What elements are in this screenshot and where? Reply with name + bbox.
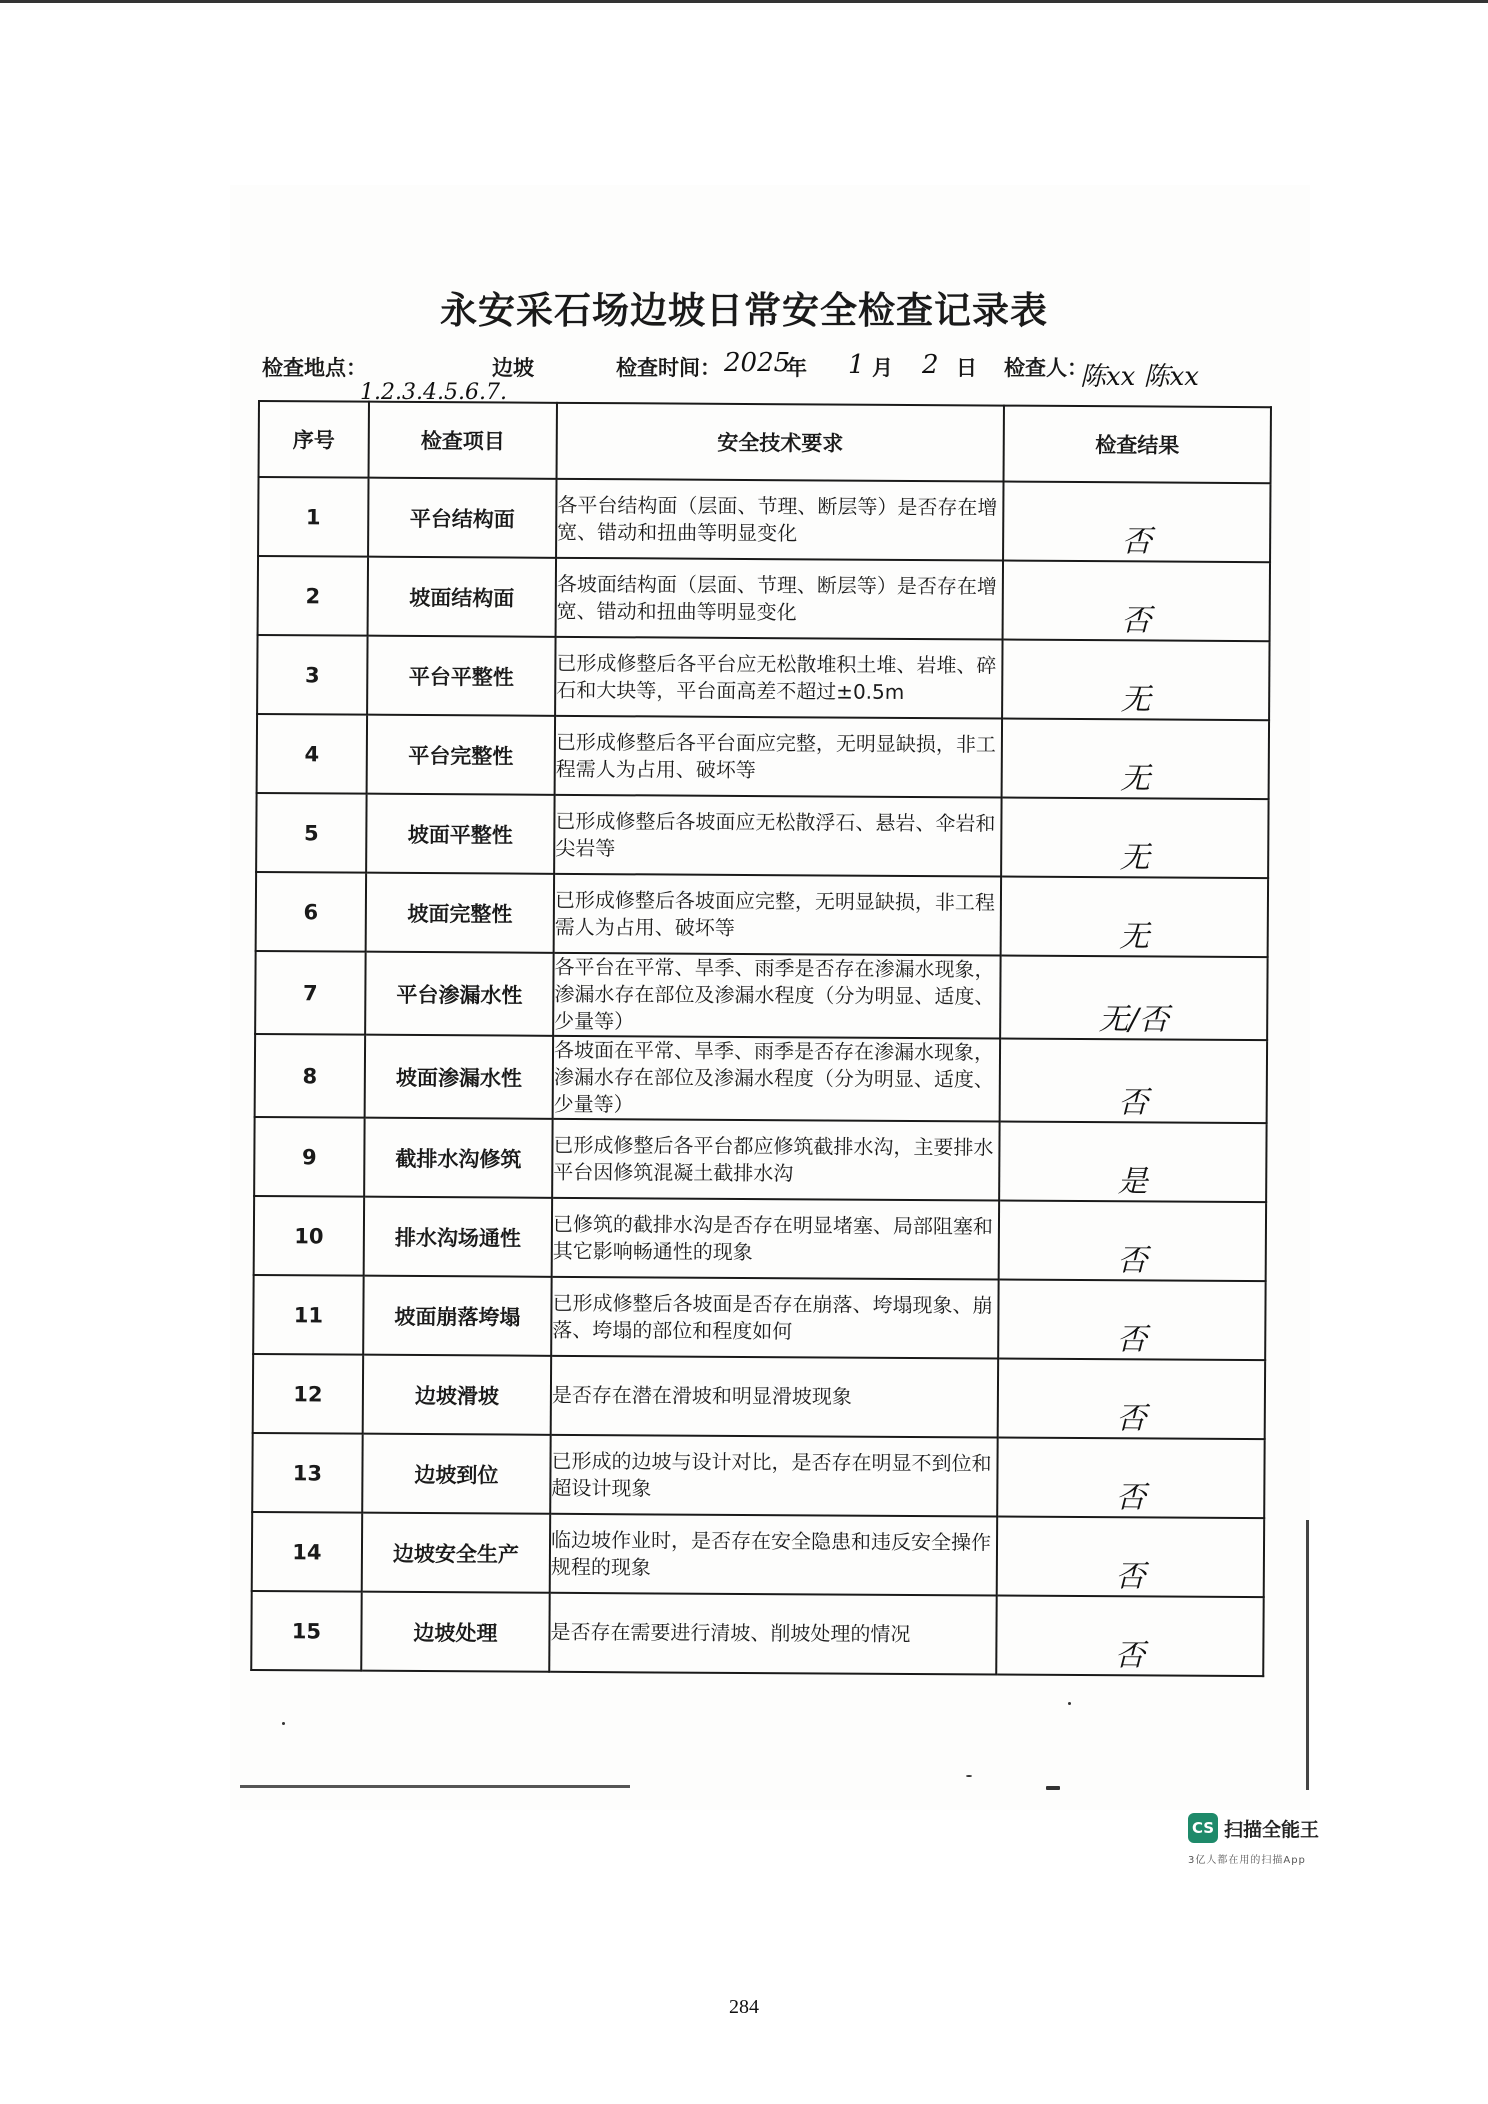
row-number: 11 (253, 1275, 363, 1355)
handwritten-result: 否 (1117, 1243, 1148, 1279)
day-unit: 日 (956, 356, 977, 380)
row-check-item: 坡面崩落垮塌 (363, 1276, 551, 1356)
handwritten-result: 否 (1116, 1401, 1147, 1437)
row-requirement: 已形成修整后各平台都应修筑截排水沟，主要排水平台因修筑混凝土截排水沟 (552, 1119, 999, 1201)
row-result (1003, 561, 1270, 642)
table-row (258, 477, 1270, 562)
table-row (254, 1196, 1266, 1281)
row-number: 9 (254, 1117, 364, 1197)
row-number: 15 (251, 1591, 361, 1671)
header-number: 序号 (259, 401, 369, 478)
row-check-item: 平台结构面 (368, 478, 556, 558)
table-row (253, 1275, 1265, 1360)
row-number: 4 (257, 714, 367, 794)
row-number: 3 (257, 635, 367, 715)
row-requirement: 已形成修整后各坡面应无松散浮石、悬岩、伞岩和尖岩等 (554, 795, 1001, 877)
row-number: 5 (256, 793, 366, 873)
location-suffix: 边坡 (492, 356, 534, 380)
handwritten-result: 否 (1115, 1559, 1146, 1595)
handwritten-result: 无 (1120, 682, 1151, 718)
row-check-item: 坡面平整性 (366, 794, 554, 874)
table-row (255, 1034, 1267, 1123)
scan-edge-bottom (240, 1785, 630, 1788)
location-value: 1.2.3.4.5.6.7. (360, 380, 507, 405)
row-result (997, 1517, 1264, 1598)
row-result (999, 1122, 1266, 1203)
row-requirement: 已形成的边坡与设计对比，是否存在明显不到位和超设计现象 (550, 1435, 997, 1517)
table-row (255, 951, 1267, 1040)
camscanner-app-name: 扫描全能王 (1224, 1819, 1320, 1841)
header-item: 检查项目 (369, 402, 557, 479)
row-requirement: 已形成修整后各平台面应完整，无明显缺损，非工程需人为占用、破坏等 (555, 716, 1002, 798)
row-check-item: 平台完整性 (367, 715, 555, 795)
row-check-item: 坡面完整性 (366, 873, 554, 953)
handwritten-result: 否 (1116, 1322, 1147, 1358)
row-number: 13 (252, 1433, 362, 1513)
table-row (253, 1354, 1265, 1439)
row-requirement: 各平台在平常、旱季、雨季是否存在渗漏水现象，渗漏水存在部位及渗漏水程度（分为明显、适度、少量等） (553, 953, 1000, 1039)
row-result (999, 1201, 1266, 1282)
row-number: 8 (255, 1034, 366, 1118)
inspector-signature: 陈xx 陈xx (1080, 362, 1199, 392)
row-result (998, 1359, 1265, 1440)
handwritten-result: 否 (1115, 1480, 1146, 1516)
handwritten-result: 无 (1120, 761, 1151, 797)
table-row (257, 714, 1269, 799)
row-check-item: 截排水沟修筑 (364, 1118, 552, 1198)
row-check-item: 边坡处理 (361, 1592, 549, 1672)
row-result (996, 1596, 1263, 1677)
row-number: 7 (255, 951, 366, 1035)
page-top-rule (0, 0, 1488, 3)
camscanner-logo-icon: CS (1188, 1813, 1218, 1843)
month-unit: 月 (872, 356, 893, 380)
row-requirement: 已形成修整后各坡面应完整，无明显缺损，非工程需人为占用、破坏等 (554, 874, 1001, 956)
row-requirement: 是否存在潜在滑坡和明显滑坡现象 (551, 1356, 998, 1438)
row-number: 1 (258, 477, 368, 557)
time-day: 2 (922, 350, 939, 380)
handwritten-result: 无 (1119, 840, 1150, 876)
row-requirement: 各坡面结构面（层面、节理、断层等）是否存在增宽、错动和扭曲等明显变化 (556, 558, 1003, 640)
table-row (252, 1512, 1264, 1597)
row-result (998, 1280, 1265, 1361)
year-unit: 年 (786, 356, 807, 380)
row-requirement: 各平台结构面（层面、节理、断层等）是否存在增宽、错动和扭曲等明显变化 (556, 479, 1003, 561)
row-requirement: 是否存在需要进行清坡、削坡处理的情况 (549, 1593, 996, 1675)
scan-speck (966, 1775, 972, 1777)
row-result (1002, 719, 1269, 800)
row-requirement: 各坡面在平常、旱季、雨季是否存在渗漏水现象，渗漏水存在部位及渗漏水程度（分为明显、适度、少量等） (553, 1036, 1000, 1122)
header-result: 检查结果 (1004, 406, 1271, 484)
row-number: 10 (254, 1196, 364, 1276)
handwritten-result: 无/否 (1098, 1002, 1169, 1038)
row-requirement: 已形成修整后各平台应无松散堆积土堆、岩堆、碎石和大块等，平台面高差不超过±0.5m (555, 637, 1002, 719)
handwritten-result: 否 (1121, 524, 1152, 560)
row-number: 12 (253, 1354, 363, 1434)
row-requirement: 临边坡作业时，是否存在安全隐患和违反安全操作规程的现象 (550, 1514, 997, 1596)
row-requirement: 已修筑的截排水沟是否存在明显堵塞、局部阻塞和其它影响畅通性的现象 (552, 1198, 999, 1280)
table-row (258, 556, 1270, 641)
row-check-item: 边坡安全生产 (362, 1513, 550, 1593)
row-result (1001, 877, 1268, 958)
row-check-item: 坡面结构面 (368, 557, 556, 637)
row-check-item: 排水沟场通性 (364, 1197, 552, 1277)
row-result (1000, 956, 1268, 1041)
handwritten-result: 无 (1119, 919, 1150, 955)
time-year: 2025 (724, 348, 791, 378)
row-result (1000, 1039, 1268, 1124)
location-label: 检查地点： (262, 356, 367, 380)
table-row (257, 635, 1269, 720)
scan-speck (1068, 1702, 1071, 1705)
row-number: 2 (258, 556, 368, 636)
table-row (256, 872, 1268, 957)
table-row (254, 1117, 1266, 1202)
row-result (1003, 482, 1270, 563)
document-title: 永安采石场边坡日常安全检查记录表 (440, 288, 1048, 332)
row-requirement: 已形成修整后各坡面是否存在崩落、垮塌现象、崩落、垮塌的部位和程度如何 (551, 1277, 998, 1359)
handwritten-result: 是 (1117, 1164, 1148, 1200)
row-check-item: 边坡到位 (362, 1434, 550, 1514)
handwritten-result: 否 (1121, 603, 1152, 639)
table-row (252, 1433, 1264, 1518)
row-result (997, 1438, 1264, 1519)
table-row (256, 793, 1268, 878)
inspection-table (250, 400, 1272, 1677)
row-check-item: 坡面渗漏水性 (365, 1035, 554, 1119)
row-check-item: 边坡滑坡 (363, 1355, 551, 1435)
header-requirement: 安全技术要求 (557, 403, 1004, 482)
row-result (1001, 798, 1268, 879)
table-header-row (259, 401, 1271, 483)
row-result (1002, 640, 1269, 721)
row-number: 14 (252, 1512, 362, 1592)
camscanner-slogan: 3亿人都在用的扫描App (1188, 1855, 1306, 1866)
handwritten-result: 否 (1118, 1085, 1149, 1121)
row-check-item: 平台平整性 (367, 636, 555, 716)
time-month: 1 (848, 350, 865, 380)
table-row (251, 1591, 1263, 1676)
page-number: 284 (729, 1996, 759, 2018)
scan-speck (1046, 1786, 1060, 1790)
inspector-label: 检查人： (1004, 356, 1088, 380)
row-number: 6 (256, 872, 366, 952)
scan-speck (282, 1722, 285, 1725)
scan-edge-right (1306, 1520, 1309, 1790)
handwritten-result: 否 (1114, 1638, 1145, 1674)
time-label: 检查时间： (616, 356, 721, 380)
row-check-item: 平台渗漏水性 (365, 952, 554, 1036)
